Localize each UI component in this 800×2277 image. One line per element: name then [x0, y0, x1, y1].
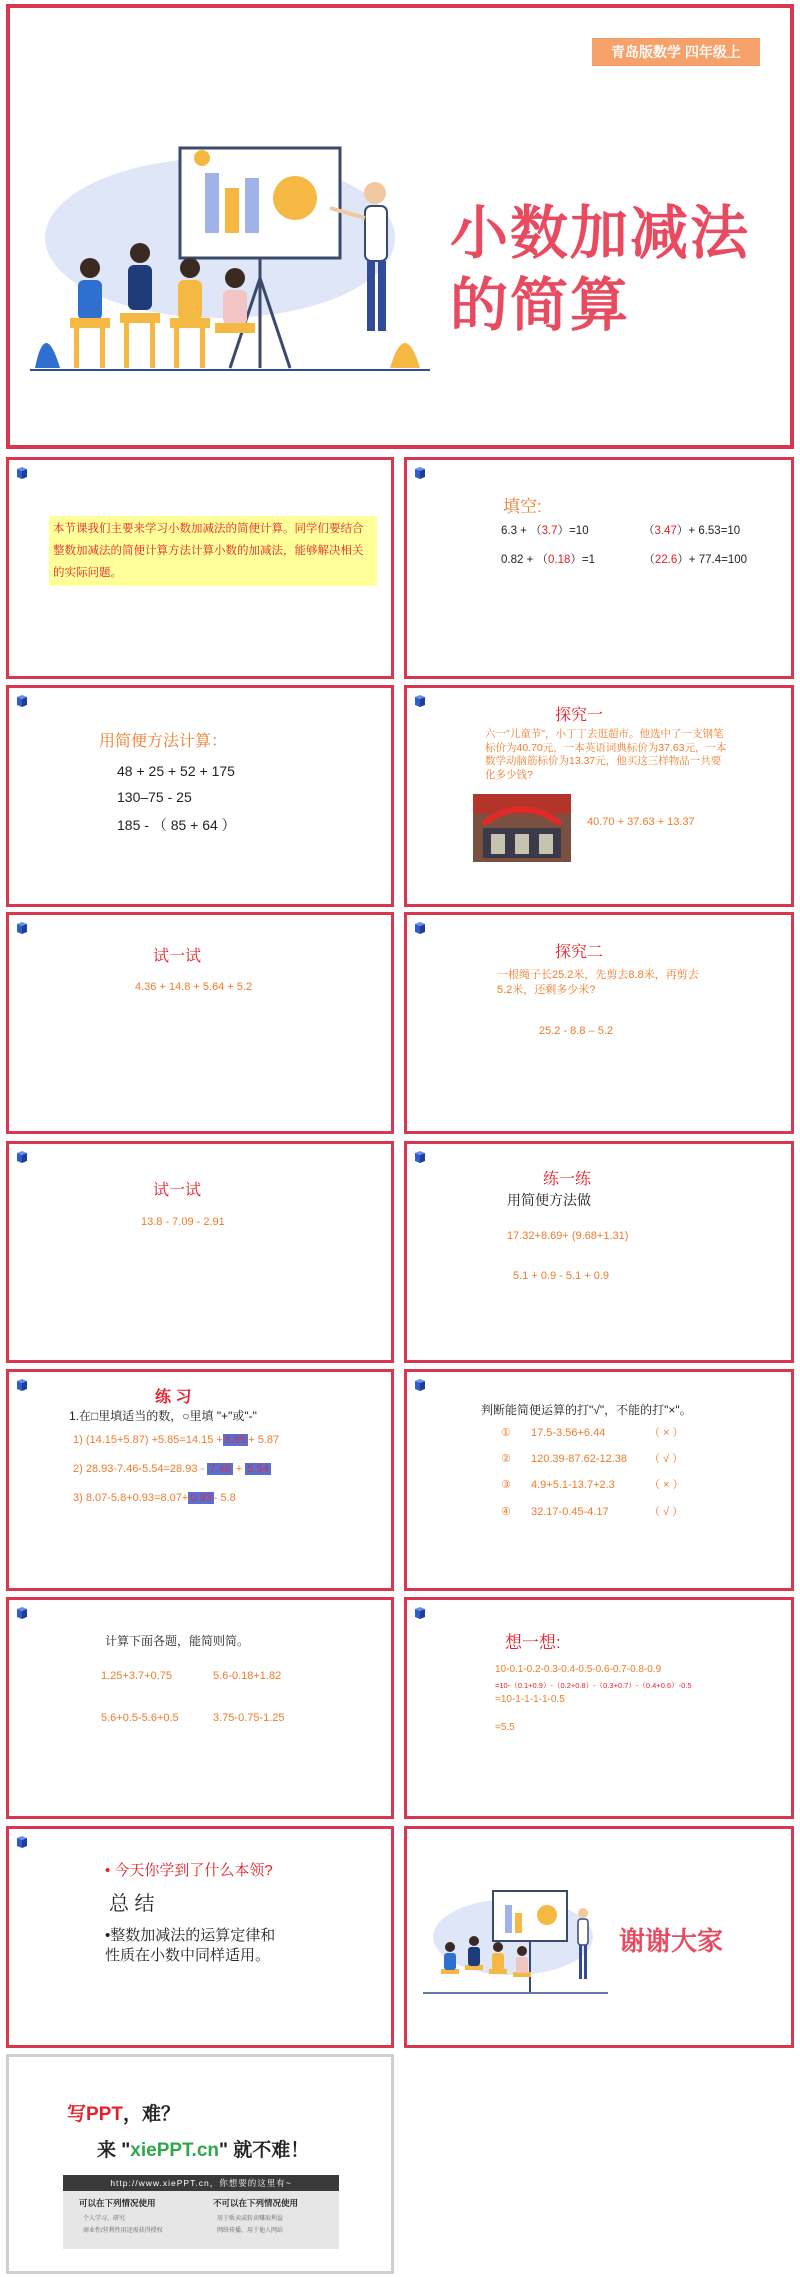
judge-item-mark: （ × ） [649, 1427, 684, 1439]
fill-blank-line1 [501, 522, 740, 538]
text-segment: 2) 28.93-7.46-5.54=28.93 - [73, 1463, 205, 1475]
cover-title-line2: 的简算 [450, 273, 631, 338]
promo-col2-item: 用于贩卖或转卖赚取利益 [217, 2216, 284, 2222]
promo-line2 [97, 2135, 309, 2162]
answer-value: 22.6 [654, 554, 678, 566]
slide-intro [6, 457, 394, 679]
slide-judge [404, 1369, 794, 1591]
text-segment: （ [643, 554, 655, 566]
text-segment: + [235, 1463, 243, 1475]
slide-promo [6, 2054, 394, 2274]
slide-fill-blank [404, 457, 794, 679]
simplify-q3: 185 - （ 85 + 64 ） [117, 817, 236, 833]
cover-title-line1: 小数加减法 [450, 201, 751, 266]
explore-1-expr: 40.70 + 37.63 + 13.37 [587, 816, 695, 828]
slide-think [404, 1597, 794, 1819]
practice-1-q1: 17.32+8.69+ (9.68+1.31) [507, 1230, 629, 1242]
calculate-q1: 1.25+3.7+0.75 [101, 1670, 172, 1682]
slide-summary [6, 1826, 394, 2048]
cube-icon [15, 694, 29, 708]
explore-1-title: 探究一 [555, 707, 604, 724]
cube-icon [413, 1150, 427, 1164]
judge-item-expression: 32.17-0.45-4.17 [531, 1506, 609, 1518]
presentation-illustration [30, 118, 450, 388]
exercise-line1 [73, 1434, 279, 1446]
slide-try-2 [6, 1141, 394, 1363]
text-segment: ）+ 77.4=100 [677, 554, 748, 566]
text-segment: ，难？ [122, 2104, 180, 2125]
presentation-illustration [423, 1877, 613, 2002]
promo-col1-item: 个人学习、研究 [83, 2216, 126, 2222]
simplify-q2: 130–75 - 25 [117, 789, 192, 805]
judge-item-number: ③ [501, 1479, 511, 1491]
judge-item-mark: （ × ） [649, 1479, 684, 1491]
promo-col2-item: 网络传播，用于他人网站 [217, 2228, 284, 2234]
cube-icon [413, 466, 427, 480]
exercise-subtitle: 1.在□里填适当的数，○里填 "+"或"-" [69, 1409, 257, 1423]
text-segment: ）=10 [557, 525, 589, 537]
judge-item-expression: 17.5-3.56+6.44 [531, 1427, 606, 1439]
judge-item-number: ① [501, 1427, 511, 1439]
summary-bullet-2-l1: •整数加减法的运算定律和 [105, 1927, 276, 1944]
judge-item [501, 1424, 684, 1440]
exercise-line2 [73, 1463, 271, 1475]
summary-bullet-2-l2: 性质在小数中同样适用。 [105, 1947, 271, 1964]
cube-icon [15, 466, 29, 480]
judge-item [501, 1476, 684, 1492]
cube-icon [413, 921, 427, 935]
exercise-line3 [73, 1492, 236, 1504]
judge-item [501, 1503, 683, 1519]
promo-line1 [67, 2099, 180, 2126]
try-2-title: 试一试 [153, 1182, 202, 1199]
cube-icon [413, 1606, 427, 1620]
cube-icon [413, 1378, 427, 1392]
highlighted-answer: 5.85 [224, 1434, 247, 1446]
slide-practice-1 [404, 1141, 794, 1363]
slide-explore-1 [404, 685, 794, 907]
cube-icon [15, 921, 29, 935]
try-1-title: 试一试 [153, 948, 202, 965]
cover-badge: 青岛版数学 四年级上 [592, 38, 760, 66]
judge-title: 判断能简便运算的打"√"，不能的打"×"。 [481, 1403, 692, 1417]
fill-blank-title: 填空: [503, 497, 542, 516]
slide-explore-2 [404, 912, 794, 1134]
judge-item [501, 1450, 683, 1466]
text-segment: " 就不难！ [219, 2140, 310, 2161]
explore-2-title: 探究二 [555, 944, 604, 961]
text-segment: ）=1 [570, 554, 596, 566]
judge-item-expression: 120.39-87.62-12.38 [531, 1453, 628, 1465]
text-segment: 0.82 + （ [501, 554, 548, 566]
highlighted-answer: 0.93 [190, 1492, 212, 1504]
cube-icon [15, 1606, 29, 1620]
judge-item-mark: （ √ ） [649, 1453, 684, 1465]
promo-col1-title: 可以在下列情况使用 [79, 2198, 156, 2208]
slide-simplify [6, 685, 394, 907]
thanks-text: 谢谢大家 [619, 1926, 724, 1956]
text-segment: 6.3 + （ [501, 525, 542, 537]
simplify-title: 用简便方法计算： [99, 733, 228, 750]
think-line1: 10-0.1-0.2-0.3-0.4-0.5-0.6-0.7-0.8-0.9 [495, 1664, 662, 1675]
calculate-title: 计算下面各题，能简则简。 [105, 1634, 250, 1648]
text-segment: （ [643, 525, 655, 537]
text-segment: ）+ 6.53=10 [676, 525, 741, 537]
explore-2-text: 一根绳子长25.2米，先剪去8.8米，再剪去5.2米，还剩多少米? [497, 969, 699, 996]
summary-heading: 总 结 [109, 1893, 155, 1915]
cube-icon [15, 1835, 29, 1849]
text-segment: 3) 8.07-5.8+0.93=8.07+ [73, 1492, 189, 1504]
explore-2-expr: 25.2 - 8.8 – 5.2 [539, 1025, 613, 1037]
practice-1-q2: 5.1 + 0.9 - 5.1 + 0.9 [513, 1270, 610, 1282]
calculate-q4: 3.75-0.75-1.25 [213, 1712, 285, 1724]
slide-calculate [6, 1597, 394, 1819]
answer-value: 0.18 [548, 554, 571, 566]
answer-value: 3.7 [541, 525, 558, 537]
answer-value: 3.47 [654, 525, 677, 537]
cube-icon [15, 1378, 29, 1392]
judge-item-number: ④ [501, 1506, 511, 1518]
exercise-title: 练 习 [155, 1389, 192, 1406]
text-segment: 写PPT [67, 2104, 123, 2125]
fill-blank-line2 [501, 551, 747, 567]
simplify-q1: 48 + 25 + 52 + 175 [117, 763, 235, 779]
site-brand: xiePPT.cn [130, 2140, 220, 2161]
promo-banner: http://www.xiePPT.cn，你想要的这里有~ [63, 2175, 339, 2191]
practice-1-title: 练一练 [543, 1171, 592, 1188]
judge-item-expression: 4.9+5.1-13.7+2.3 [531, 1479, 615, 1491]
judge-item-number: ② [501, 1453, 511, 1465]
try-1-expr: 4.36 + 14.8 + 5.64 + 5.2 [135, 981, 253, 993]
think-title: 想一想: [505, 1633, 561, 1652]
judge-item-mark: （ √ ） [649, 1506, 684, 1518]
text-segment: 1) (14.15+5.87) +5.85=14.15 + [73, 1434, 223, 1446]
explore-1-text: 六一"儿童节"，小丁丁去逛超市。他选中了一支钢笔标价为40.70元，一本英语词典标价为37.63元，一本数学动脑筋标价为13.37元，他买这三样物品一共要化多少钱? [485, 728, 727, 781]
supermarket-photo [473, 794, 571, 862]
think-line4: =5.5 [495, 1722, 515, 1733]
think-line2: =10-（0.1+0.9）-（0.2+0.8）-（0.3+0.7）-（0.4+0.6）-0.5 [495, 1681, 692, 1690]
promo-col1-item: 商业性/营利性用途需获得授权 [83, 2228, 163, 2234]
cube-icon [15, 1150, 29, 1164]
highlighted-answer: 5.54 [247, 1463, 269, 1475]
slide-try-1 [6, 912, 394, 1134]
highlighted-answer: 7.46 [209, 1463, 231, 1475]
cube-icon [413, 694, 427, 708]
think-line3: =10-1-1-1-1-0.5 [495, 1694, 565, 1705]
text-segment: - 5.8 [213, 1492, 236, 1504]
slide-thanks [404, 1826, 794, 2048]
slide-exercise [6, 1369, 394, 1591]
promo-col2-title: 不可以在下列情况使用 [213, 2198, 299, 2208]
practice-1-subtitle: 用简便方法做 [507, 1192, 591, 1208]
summary-bullet-1: • 今天你学到了什么本领? [105, 1862, 273, 1879]
intro-text: 本节课我们主要来学习小数加减法的简便计算。同学们要结合整数加减法的简便计算方法计算小数的加减法，能够解决相关的实际问题。 [49, 516, 377, 586]
calculate-q2: 5.6-0.18+1.82 [213, 1670, 282, 1682]
cover-slide [6, 4, 794, 449]
text-segment: 来 " [97, 2140, 131, 2161]
calculate-q3: 5.6+0.5-5.6+0.5 [101, 1712, 179, 1724]
text-segment: + 5.87 [248, 1434, 280, 1446]
try-2-expr: 13.8 - 7.09 - 2.91 [141, 1216, 225, 1228]
